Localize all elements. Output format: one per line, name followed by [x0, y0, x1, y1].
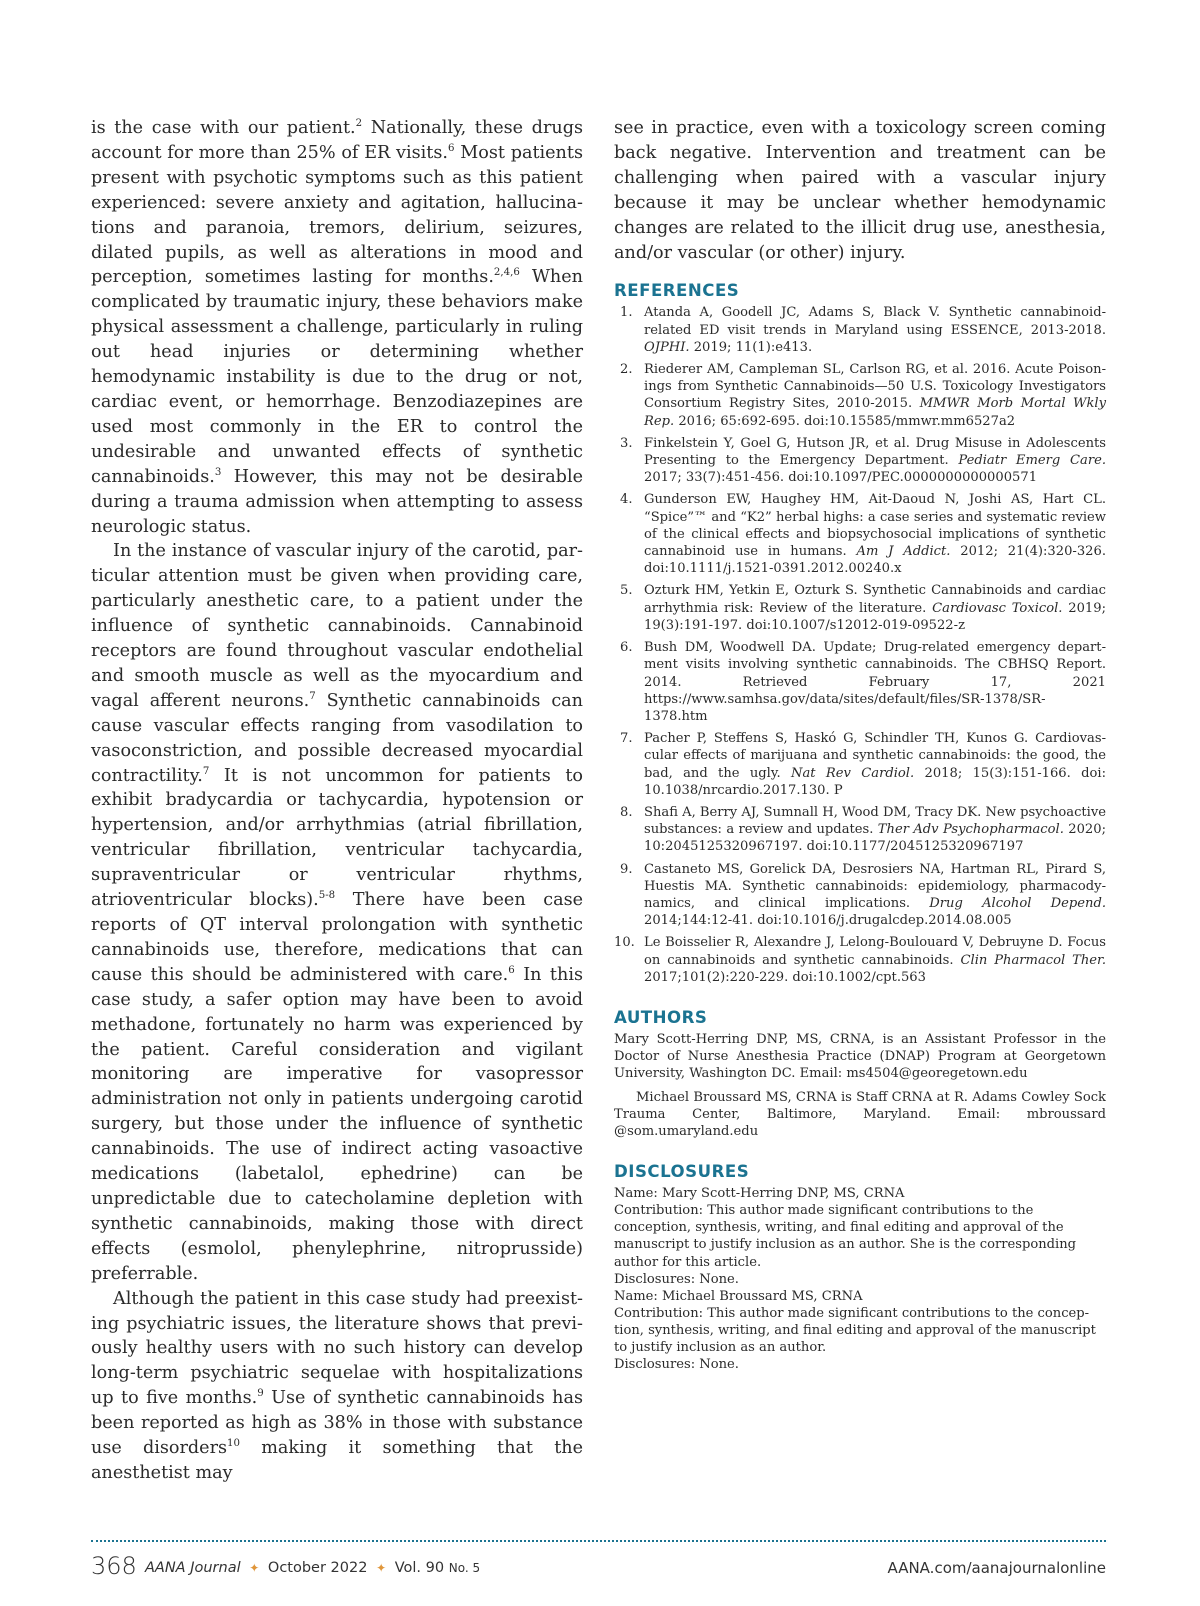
- footer-dotted-rule: [91, 1540, 1106, 1542]
- reference-list: [614, 304, 1106, 986]
- body-paragraph-3: Although the patient in this case study had preexisting psychiatric issues, the literature shows that previously healthy users with no such history can develop long-term psychiatric sequelae with hospitalizations up to five months.$^9$ Use of synthetic cannabinoids has been reported as high as 38% in those with substance use disorders$^{10}$ making it something that the anesthetist may: [91, 1288, 584, 1483]
- issue-date: October 2022: [267, 1560, 368, 1576]
- reference-number: 3.: [620, 435, 633, 451]
- page-footer: [91, 1551, 1106, 1585]
- reference-item: 1. Atanda A, Goodell JC, Adams S, Black V. Synthetic cannabinoid-related ED visit trends in Maryland using ESSENCE, 2013-2018. OJPHI. 2019; 11(1):e413.: [620, 305, 1106, 355]
- reference-item: 7. Pacher P, Steffens S, Haskó G, Schindler TH, Kunos G. Cardiovascular effects of marijuana and synthetic cannabinoids: the good, the bad, and the ugly. Nat Rev Cardiol. 2018; 15(3):151-166. doi: 10.1038/nrcardio.2017.130. P: [620, 731, 1106, 798]
- reference-journal-title: MMWR Morb Mortal Wkly Rep.: [644, 396, 1106, 429]
- reference-item: 3. Finkelstein Y, Goel G, Hutson JR, et al. Drug Misuse in Adolescents Presenting to the Emergency Department. Pediatr Emerg Care. 2017; 33(7):451-456. doi:10.1097/PEC.0000000000000571: [620, 435, 1106, 486]
- reference-number: 7.: [620, 731, 633, 747]
- reference-item: 5. Ozturk HM, Yetkin E, Ozturk S. Synthetic Cannabinoids and cardiac arrhythmia risk: Review of the literature. Cardiovasc Toxicol. 2019; 19(3):191-197. doi:10.1007/s12012-019-09522-z: [620, 583, 1106, 633]
- reference-number: 2.: [620, 362, 633, 378]
- reference-number: 5.: [620, 583, 633, 599]
- reference-item: 6. Bush DM, Woodwell DA. Update; Drug-related emergency department visits involving synthetic cannabinoids. The CBHSQ Report. 2014. Retrieved February 17, 2021 https://www.samhsa.gov/data/sites/default/files/SR-1378/SR-1378.htm: [620, 640, 1106, 724]
- left-column: [91, 116, 583, 1486]
- citation-superscript: 7: [202, 765, 210, 777]
- volume: Vol. 90: [394, 1560, 445, 1576]
- reference-item: 2. Riederer AM, Campleman SL, Carlson RG, et al. 2016. Acute Poisonings from Synthetic Cannabinoids—50 U.S. Toxicology Investigators Consortium Registry Sites, 2010-2015. MMWR Morb Mortal Wkly Rep. 2016; 65:692-695. doi:10.15585/mmwr.mm6527a2: [620, 362, 1106, 429]
- reference-number: 1.: [620, 305, 633, 321]
- page-number: 368: [91, 1552, 137, 1580]
- disclosure-line: Contribution: This author made significant contributions to the conception, synthesis, writing, and final editing and approval of the manuscript to justify inclusion as an author. She is the corresponding author for this article.: [614, 1203, 1077, 1270]
- disclosure-line: Name: Mary Scott-Herring DNP, MS, CRNA: [614, 1186, 905, 1202]
- diamond-separator-icon: ✦: [376, 1561, 387, 1575]
- journal-website: AANA.com/aanajournalonline: [887, 1559, 1106, 1577]
- disclosure-line: Disclosures: None.: [614, 1357, 739, 1373]
- reference-journal-title: Ther Adv Psychopharmacol.: [877, 822, 1064, 838]
- disclosure-line: Disclosures: None.: [614, 1271, 739, 1287]
- diamond-separator-icon: ✦: [249, 1561, 260, 1575]
- reference-number: 10.: [614, 935, 635, 951]
- references-heading: REFERENCES: [614, 281, 740, 301]
- authors-heading: AUTHORS: [614, 1007, 708, 1027]
- reference-journal-title: Am J Addict.: [856, 544, 951, 560]
- citation-superscript: 2: [355, 118, 363, 130]
- citation-superscript: 7: [309, 690, 316, 702]
- reference-number: 4.: [620, 492, 633, 508]
- reference-number: 9.: [620, 861, 633, 877]
- body-paragraph-2: In the instance of vascular injury of the carotid, particular attention must be given when providing care, particularly anesthetic care, to a patient under the influence of synthetic cannabinoids. Cannabinoid receptors are found throughout vascular endothelial and smooth muscle as well as the myocardium and vagal afferent neurons.$^7$ Synthetic cannabinoids can cause vascular effects ranging from vasodilation to vasoconstriction, and possible decreased myocardial contractility.$^7$ It is not uncommon for patients to exhibit bradycardia or tachycardia, hypotension or hypertension, and/or arrhythmias (atrial fibrillation, ventricular fibrillation, ventricular tachycardia, supraventricular or ventricular rhythms, atrioventricular blocks).$^{5-8}$ There have been case reports of QT interval prolongation with synthetic cannabinoids use, therefore, medications that can cause this should be administered with care.$^6$ In this case study, a safer option may have been to avoid methadone, fortunately no harm was experienced by the patient. Careful consideration and vigilant monitoring are imperative for vasopressor administration not only in patients undergoing carotid surgery, but those under the influence of synthetic cannabinoids. The use of indirect acting vasoactive medications (labetalol, ephedrine) can be unpredictable due to catecholamine depletion with synthetic cannabinoids, making those with direct effects (esmolol, phenylephrine, nitroprusside) preferrable.: [91, 541, 584, 1284]
- reference-item: 10. Le Boisselier R, Alexandre J, Lelong-Boulouard V, Debruyne D. Focus on cannabinoids and synthetic cannabinoids. Clin Pharmacol Ther. 2017;101(2):220-229. doi:10.1002/cpt.563: [614, 935, 1106, 985]
- reference-item: 4. Gunderson EW, Haughey HM, Ait-Daoud N, Joshi AS, Hart CL. “Spice”™ and “K2” herbal highs: a case series and systematic review of the clinical effects and biopsychosocial implications of synthetic cannabinoid use in humans. Am J Addict. 2012; 21(4):320-326. doi:10.1111/j.1521-0391.2012.00240.x: [620, 492, 1106, 577]
- citation-superscript: 2,4,6: [493, 267, 520, 279]
- citation-superscript: 5-8: [318, 890, 336, 902]
- journal-name: AANA Journal: [145, 1560, 241, 1576]
- reference-journal-title: OJPHI.: [644, 339, 690, 355]
- authors-section: [614, 1031, 1106, 1140]
- reference-number: 6.: [620, 640, 633, 656]
- disclosure-line: Name: Michael Broussard MS, CRNA: [614, 1288, 863, 1304]
- citation-superscript: 6: [447, 143, 455, 155]
- citation-superscript: 3: [214, 466, 222, 478]
- reference-item: 8. Shafi A, Berry AJ, Sumnall H, Wood DM, Tracy DK. New psychoactive substances: a review and updates. Ther Adv Psychopharmacol. 2020; 10:2045125320967197. doi:10.1177/2045125320967197: [620, 804, 1106, 855]
- journal-info: [145, 1558, 480, 1578]
- citation-superscript: 6: [508, 964, 515, 976]
- body-paragraph-1: is the case with our patient.$^2$ Nationally, these drugs account for more than 25% of ER visits.$^6$ Most patients present with psychotic symptoms such as this patient experienced: severe anxiety and agitation, hallucinations and paranoia, tremors, delirium, seizures, dilated pupils, as well as alterations in mood and perception, sometimes lasting for months.$^{2,4,6}$ When complicated by traumatic injury, these behaviors make physical assessment a challenge, particularly in ruling out head injuries or determining whether hemodynamic instability is due to the drug or not, cardiac event, or hemorrhage. Benzodiazepines are used most commonly in the ER to control the undesirable and unwanted effects of synthetic cannabinoids.$^3$ However, this may not be desirable during a trauma admission when attempting to assess neurologic status.: [91, 118, 583, 537]
- citation-superscript: 9: [257, 1388, 264, 1400]
- citation-superscript: 10: [227, 1438, 241, 1450]
- reference-journal-title: Drug Alcohol Depend.: [929, 895, 1106, 911]
- disclosures-section: [614, 1185, 1106, 1373]
- reference-number: 8.: [620, 804, 633, 820]
- reference-journal-title: Nat Rev Cardiol.: [791, 765, 915, 781]
- reference-item: 9. Castaneto MS, Gorelick DA, Desrosiers NA, Hartman RL, Pirard S, Huestis MA. Synthetic cannabinoids: epidemiology, pharmacodynamics, and clinical implications. Drug Alcohol Depend. 2014;144:12-41. doi:10.1016/j.drugalcdep.2014.08.005: [620, 861, 1106, 929]
- author-bio-2: Michael Broussard MS, CRNA is Staff CRNA at R. Adams Cowley Sock Trauma Center, Baltimore, Maryland. Email: mbroussard @som.umaryland.edu: [614, 1089, 1106, 1139]
- reference-journal-title: Clin Pharmacol Ther.: [960, 952, 1106, 968]
- disclosure-line: Contribution: This author made significant contributions to the conception, synthesis, writing, and final editing and approval of the manuscript to justify inclusion as an author.: [614, 1305, 1096, 1356]
- issue-number: No. 5: [448, 1561, 481, 1575]
- body-continuation: see in practice, even with a toxicology screen coming back negative. Intervention and treatment can be challenging when paired with a vascular injury because it may be unclear whether hemodynamic changes are related to the illicit drug use, anesthesia, and/or vascular (or other) injury.: [614, 118, 1106, 263]
- right-column: [614, 116, 1106, 1373]
- reference-journal-title: Pediatr Emerg Care.: [958, 453, 1106, 469]
- reference-journal-title: Cardiovasc Toxicol.: [932, 600, 1063, 616]
- disclosures-heading: DISCLOSURES: [614, 1162, 750, 1182]
- author-bio-1: Mary Scott-Herring DNP, MS, CRNA, is an Assistant Professor in the Doctor of Nurse Anesthesia Practice (DNAP) Program at Georgetown University, Washington DC. Email: ms4504@georegetown.edu: [614, 1031, 1106, 1082]
